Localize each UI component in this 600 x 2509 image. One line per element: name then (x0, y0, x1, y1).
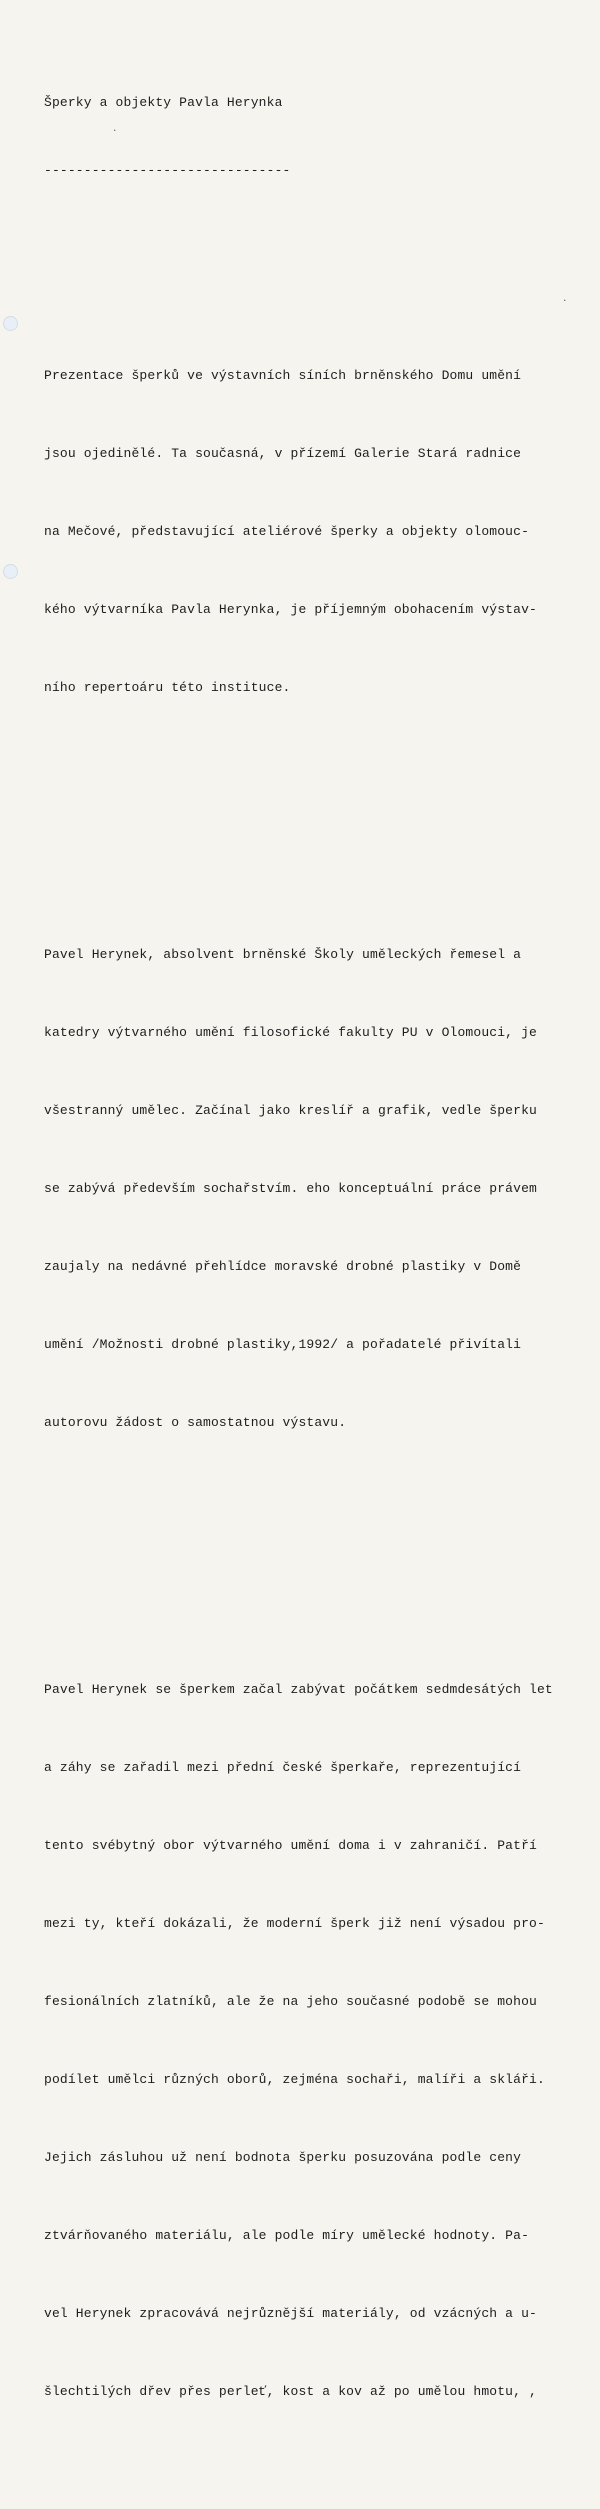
paragraph-3 (44, 1625, 584, 2457)
text-line: umění /Možnosti drobné plastiky,1992/ a pořadatelé přivítali (44, 1337, 522, 1352)
text-line: vel Herynek zpracovává nejrůznější materiály, od vzácných a u- (44, 2306, 537, 2321)
paragraph-1 (44, 311, 584, 753)
title-underline: ------------------------------- (44, 163, 291, 178)
text-line: šlechtilých dřev přes perleť, kost a kov až po umělou hmotu, , (44, 2384, 537, 2399)
text-line: autorovu žádost o samostatnou výstavu. (44, 1415, 347, 1430)
punch-hole-upper (3, 316, 18, 331)
text-line: katedry výtvarného umění filosofické fakulty PU v Olomouci, je (44, 1025, 537, 1040)
text-line: se zabývá především sochařstvím. ehо konceptuální práce právem (44, 1181, 537, 1196)
text-line: mezi ty, kteří dokázali, že moderní šperk již není výsadou pro- (44, 1916, 545, 1931)
text-line: Pavel Herynek se šperkem začal zabývat počátkem sedmdesátých let (44, 1682, 553, 1697)
document-title: Šperky a objekty Pavla Herynka (44, 95, 283, 110)
paragraph-2 (44, 890, 584, 1488)
text-line: na Mečové, představující ateliérové šperky a objekty olomouc- (44, 524, 530, 539)
text-line: fesionálních zlatníků, ale že na jeho současné podobě se mohou (44, 1994, 537, 2009)
text-line: Prezentace šperků ve výstavních síních brněnského Domu umění (44, 368, 522, 383)
punch-hole-lower (3, 564, 18, 579)
typewritten-text (44, 38, 584, 2509)
text-line: podílet umělci různých oborů, zejména sochaři, malíři a skláři. (44, 2072, 545, 2087)
text-line: všestranný umělec. Začínal jako kreslíř a grafik, vedle šperku (44, 1103, 537, 1118)
text-line: Pavel Herynek, absolvent brněnské Školy uměleckých řemesel a (44, 947, 522, 962)
text-line: tento svébytný obor výtvarného umění doma i v zahraničí. Patří (44, 1838, 537, 1853)
text-line: a záhy se zařadil mezi přední české šperkaře, reprezentující (44, 1760, 522, 1775)
text-line: jsou ojedinělé. Ta současná, v přízemí Galerie Stará radnice (44, 446, 522, 461)
stray-mark: · (562, 296, 568, 306)
text-line: zaujaly na nedávné přehlídce moravské drobné plastiky v Domě (44, 1259, 522, 1274)
stray-mark: · (112, 126, 118, 136)
text-line: kého výtvarníka Pavla Herynka, je příjemným obohacením výstav- (44, 602, 537, 617)
text-line: ztvárňovaného materiálu, ale podle míry umělecké hodnoty. Pa- (44, 2228, 530, 2243)
text-line: Jejich zásluhou už není bodnota šperku posuzována podle ceny (44, 2150, 522, 2165)
text-line: ního repertoáru této instituce. (44, 680, 291, 695)
